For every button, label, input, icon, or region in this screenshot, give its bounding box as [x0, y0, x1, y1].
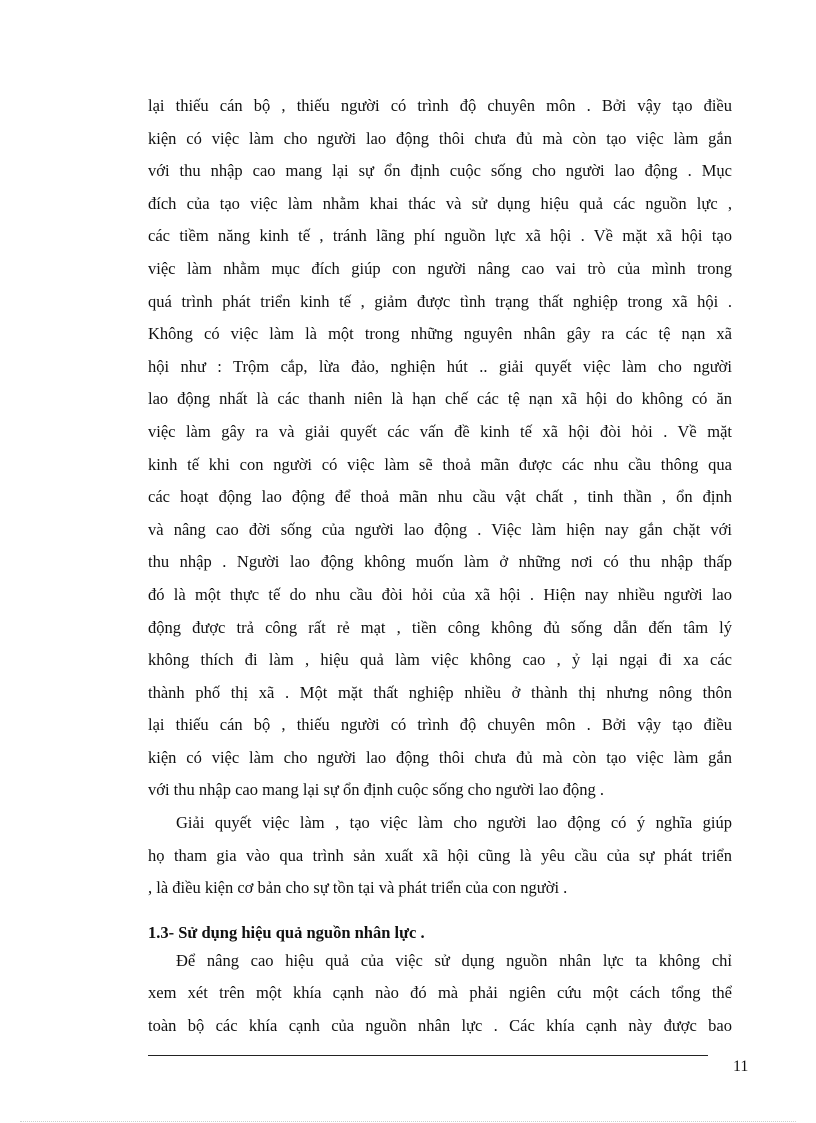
text-line: lại thiếu cán bộ , thiếu người có trình độ chuyên môn . Bởi vậy tạo điều	[148, 96, 732, 115]
page-number: 11	[733, 1058, 749, 1075]
text-line: và nâng cao đời sống của người lao động . Việc làm hiện nay gắn chặt với	[148, 519, 732, 539]
text-line: toàn bộ các khía cạnh của nguồn nhân lực . Các khía cạnh này được bao	[148, 1016, 732, 1036]
text-line: việc làm gây ra và giải quyết các vấn đề kinh tế xã hội đòi hỏi . Về mặt	[148, 421, 732, 441]
text-line: các hoạt động lao động để thoả mãn nhu cầu vật chất , tinh thần , ổn định	[148, 487, 732, 507]
text-line: Không có việc làm là một trong những nguyên nhân gây ra các tệ nạn xã	[148, 324, 732, 344]
text-line: , là điều kiện cơ bản cho sự tồn tại và phát triển của con người .	[148, 878, 568, 898]
text-line: họ tham gia vào qua trình sản xuất xã hội cũng là yêu cầu của sự phát triển	[148, 845, 732, 865]
text-line: lao động nhất là các thanh niên là hạn chế các tệ nạn xã hội do không có ăn	[148, 389, 732, 409]
text-line: đích của tạo việc làm nhằm khai thác và sử dụng hiệu quả các nguồn lực ,	[148, 193, 732, 213]
text-line: Để nâng cao hiệu quả của việc sử dụng nguồn nhân lực ta không chỉ	[176, 950, 732, 970]
section-heading: 1.3- Sử dụng hiệu quả nguồn nhân lực .	[148, 922, 425, 942]
text-line: thành phố thị xã . Một mặt thất nghiệp nhiều ở thành thị nhưng nông thôn	[148, 682, 732, 702]
text-line: thu nhập . Người lao động không muốn làm ở những nơi có thu nhập thấp	[148, 552, 732, 572]
text-line: kiện có việc làm cho người lao động thôi chưa đủ mà còn tạo việc làm gắn	[148, 128, 732, 148]
text-line: không thích đi làm , hiệu quả làm việc không cao , ỷ lại ngại đi xa các	[148, 650, 732, 670]
page-break-line	[20, 1121, 796, 1122]
text-line: đó là một thực tế do nhu cầu đòi hỏi của xã hội . Hiện nay nhiều người lao	[148, 584, 732, 604]
text-line: xem xét trên một khía cạnh nào đó mà phải ngiên cứu một cách tổng thể	[148, 983, 732, 1003]
paragraph-2	[148, 807, 732, 905]
paragraph-1	[148, 90, 732, 807]
text-line: với thu nhập cao mang lại sự ổn định cuộc sống cho người lao động .	[148, 780, 605, 800]
footer-rule	[148, 1055, 708, 1056]
text-line: Giải quyết việc làm , tạo việc làm cho người lao động có ý nghĩa giúp	[176, 813, 732, 833]
text-line: hội như : Trộm cắp, lừa đảo, nghiện hút .. giải quyết việc làm cho người	[148, 356, 732, 376]
text-line: việc làm nhằm mục đích giúp con người nâng cao vai trò của mình trong	[148, 258, 732, 278]
text-line: kiện có việc làm cho người lao động thôi chưa đủ mà còn tạo việc làm gắn	[148, 747, 732, 767]
text-line: động được trả công rất rẻ mạt , tiền công không đủ sống dẫn đến tâm lý	[148, 617, 732, 637]
text-line: quá trình phát triển kinh tế , giảm được tình trạng thất nghiệp trong xã hội .	[148, 291, 732, 311]
paragraph-3	[148, 945, 732, 1043]
text-line: kinh tế khi con người có việc làm sẽ thoả mãn được các nhu cầu thông qua	[148, 454, 732, 474]
text-line: lại thiếu cán bộ , thiếu người có trình độ chuyên môn . Bởi vậy tạo điều	[148, 715, 732, 735]
text-line: các tiềm năng kinh tế , tránh lãng phí nguồn lực xã hội . Về mặt xã hội tạo	[148, 226, 732, 246]
document-body	[148, 90, 732, 1043]
text-line: với thu nhập cao mang lại sự ổn định cuộc sống cho người lao động . Mục	[148, 161, 732, 181]
